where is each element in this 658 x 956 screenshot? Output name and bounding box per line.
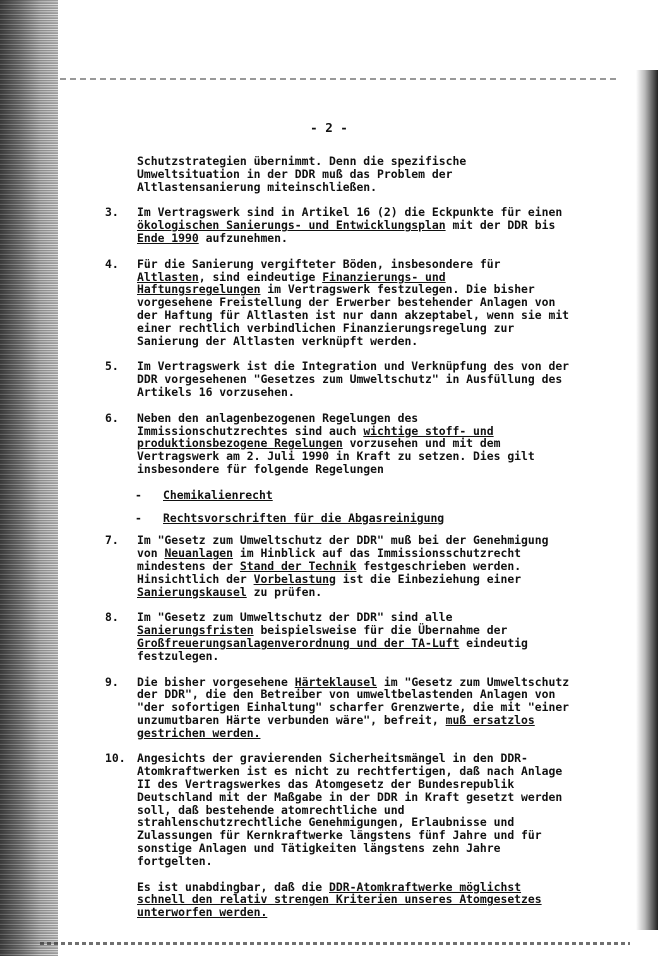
document-body <box>105 155 575 919</box>
item-number: 7. <box>105 533 119 548</box>
text: beispielsweise für die Übernahme der <box>253 623 508 638</box>
text: zu prüfen. <box>246 584 323 599</box>
text: im Hinblick auf das Immissionsschutzrecht mindestens der <box>137 546 522 573</box>
underlined-text: Härteklausel <box>294 674 378 689</box>
text: Angesichts der gravierenden Sicherheitsmängel in den DDR-Atomkraftwerken ist es nicht zu rechtfertigen, daß nach Anlage II des Vertragswerkes das Atomgesetz der Bundesrepublik Deutschland mit der Maßgabe in der DDR in Kraft gesetzt werden soll, daß bestehende atomrechtliche und strahlenschutzrechtliche Genehmigungen, Erlaubnisse und Zulassungen für Kernkraftwerke längstens fünf Jahre und für sonstige Anlagen und Tätigkeiten längstens zehn Jahre fortgelten. <box>137 751 563 868</box>
scan-artifact-bottom <box>40 942 630 945</box>
item-4 <box>105 256 575 348</box>
item-7 <box>105 533 575 599</box>
text: Im "Gesetz zum Umweltschutz der DDR" sind alle <box>137 610 453 625</box>
item-number: 3. <box>105 205 119 220</box>
intro-paragraph: Schutzstrategien übernimmt. Denn die spezifische Umweltsituation in der DDR muß das Problem der Altlastensanierung miteinschließen. <box>137 154 467 194</box>
text: festgeschrieben werden. Hinsichtlich der <box>137 558 522 586</box>
underlined-text: Sanierungsfristen <box>137 623 254 638</box>
underlined-text: Stand der Technik <box>239 558 357 573</box>
item-10 <box>105 751 575 868</box>
item-number: 8. <box>105 610 119 625</box>
text: mit der DDR bis <box>445 218 556 233</box>
text: aufzunehmen. <box>198 230 288 245</box>
item-8 <box>105 610 575 663</box>
scan-shadow-right <box>636 70 658 930</box>
underlined-text: Finanzierungs- und Haftungsregelungen <box>137 269 446 297</box>
underlined-text: ökologischen Sanierungs- und Entwicklungsplan <box>137 218 446 233</box>
dash-bullet: - <box>135 510 142 525</box>
underlined-text: Sanierungskausel <box>137 584 247 599</box>
text: Die bisher vorgesehene <box>137 674 295 689</box>
item-5 <box>105 359 575 399</box>
page-number: - 2 - <box>310 120 348 135</box>
underlined-text: muß ersatzlos gestrichen werden. <box>137 712 535 740</box>
item-number: 10. <box>105 751 126 766</box>
item-number: 5. <box>105 359 119 374</box>
underlined-text: Neuanlagen <box>164 546 234 561</box>
sub-item-abgasreinigung <box>135 510 575 525</box>
text: im Vertragswerk festzulegen. Die bisher vorgesehene Freistellung der Erwerber bestehender Anlagen von der Haftung für Altlasten ist nur dann akzeptabel, wenn sie mit einer rechtlich verbindlichen Finanzierungsregelung zur Sanierung der Altlasten verknüpft werden. <box>137 282 570 348</box>
text: Neben den anlagenbezogenen Regelungen des Immissionschutzrechtes sind auch <box>137 410 419 438</box>
text: eindeutig festzulegen. <box>137 635 528 663</box>
underlined-text: DDR-Atomkraftwerke möglichst schnell den relativ strengen Kriterien unseres Atomgesetzes unterworfen werden. <box>137 879 542 920</box>
dash-bullet: - <box>135 487 142 502</box>
text: Im Vertragswerk ist die Integration und Verknüpfung des von der DDR vorgesehenen "Gesetzes zum Umweltschutz" in Ausfüllung des Artikels 16 vorzusehen. <box>137 359 570 399</box>
item-number: 4. <box>105 256 119 271</box>
underlined-text: Chemikalienrecht <box>163 487 273 502</box>
underlined-text: wichtige stoff- und produktionsbezogene Regelungen <box>137 423 494 451</box>
item-9 <box>105 674 575 740</box>
item-number: 6. <box>105 410 119 425</box>
item-number: 9. <box>105 674 119 689</box>
text: Für die Sanierung vergifteter Böden, insbesondere für <box>137 256 501 271</box>
text: im "Gesetz zum Umweltschutz der DDR", die den Betreiber von umweltbelastenden Anlagen von "der sofortigen Einhaltung" scharfer Grenzwerte, die mit "einer unzumutbaren Härte verbunden wäre", befreit, <box>137 674 570 727</box>
text: , sind eindeutige <box>198 269 323 284</box>
underlined-text: Rechtsvorschriften für die Abgasreinigung <box>163 510 445 525</box>
scan-shadow-left <box>0 0 58 956</box>
final-paragraph <box>137 881 575 919</box>
text: ist die Einbeziehung einer <box>335 571 522 586</box>
text: Im "Gesetz zum Umweltschutz der DDR" muß bei der Genehmigung von <box>137 533 549 561</box>
underlined-text: Altlasten <box>137 269 199 284</box>
underlined-text: Ende 1990 <box>137 230 199 245</box>
underlined-text: Großfreuerungsanlagenverordnung und der TA-Luft <box>137 635 460 650</box>
text: Im Vertragswerk sind in Artikel 16 (2) die Eckpunkte für einen <box>137 205 563 220</box>
scan-artifact-top <box>60 78 620 80</box>
item-3 <box>105 205 575 245</box>
text: Es ist unabdingbar, daß die <box>137 879 330 894</box>
text: vorzusehen und mit dem Vertragswerk am 2. Juli 1990 in Kraft zu setzen. Dies gilt insbesondere für folgende Regelungen <box>137 436 535 476</box>
item-6 <box>105 410 575 476</box>
underlined-text: Vorbelastung <box>253 571 336 586</box>
sub-item-chemikalienrecht <box>135 487 575 502</box>
